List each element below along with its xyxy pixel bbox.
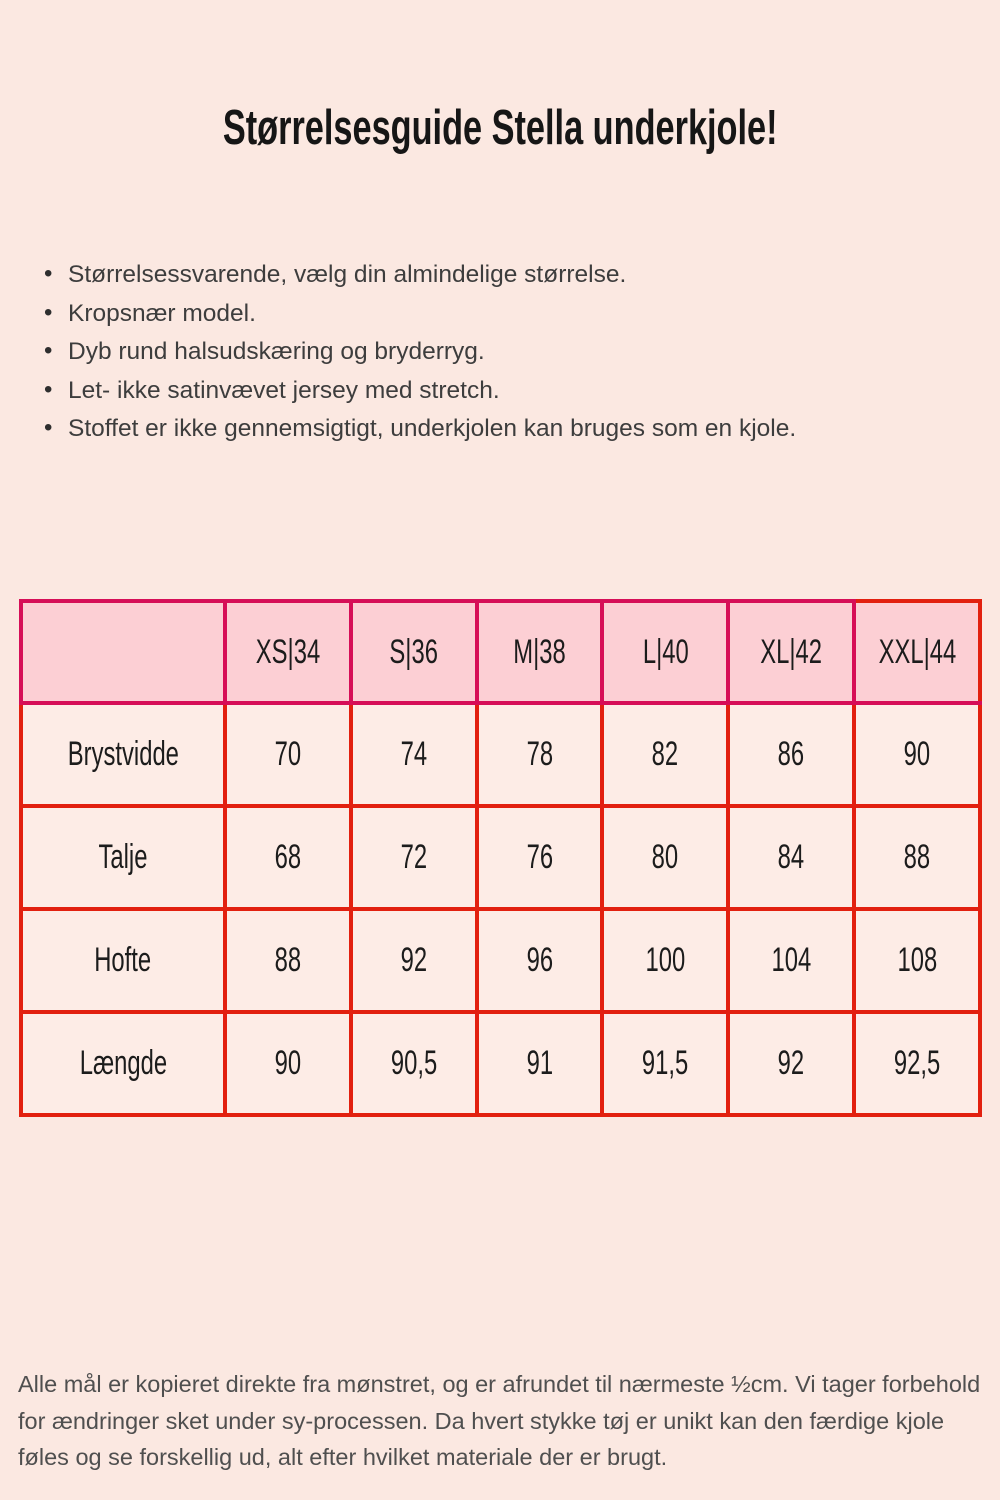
table-cell: 100 [602, 909, 728, 1012]
table-row-hofte [21, 909, 980, 1012]
column-header-xxl: XXL|44 [854, 601, 980, 703]
bullet-icon: • [44, 298, 53, 326]
page-title: Størrelsesguide Stella underkjole! [222, 101, 778, 155]
table-cell: 104 [728, 909, 854, 1012]
table-cell: 78 [477, 703, 603, 806]
table-row-brystvidde [21, 703, 980, 806]
list-item-text: Kropsnær model. [68, 299, 256, 327]
column-header-s: S|36 [351, 601, 477, 703]
column-header-m: M|38 [477, 601, 603, 703]
table-cell: 86 [728, 703, 854, 806]
table-cell: 96 [477, 909, 603, 1012]
table-cell: 76 [477, 806, 603, 909]
size-table [19, 599, 982, 1117]
table-cell: 91,5 [602, 1012, 728, 1115]
list-item [44, 295, 974, 334]
column-header-xs: XS|34 [225, 601, 351, 703]
list-item-text: Stoffet er ikke gennemsigtigt, underkjolen kan bruges som en kjole. [68, 415, 797, 443]
list-item [44, 256, 974, 295]
table-cell: 80 [602, 806, 728, 909]
list-item [44, 410, 974, 449]
size-table-body [21, 703, 980, 1115]
feature-list [44, 256, 974, 449]
table-corner-cell [21, 601, 225, 703]
table-cell: 90 [225, 1012, 351, 1115]
table-cell: 92,5 [854, 1012, 980, 1115]
bullet-icon: • [44, 414, 53, 442]
table-cell: 74 [351, 703, 477, 806]
table-row-laengde [21, 1012, 980, 1115]
table-cell: 92 [351, 909, 477, 1012]
table-cell: 82 [602, 703, 728, 806]
table-cell: 68 [225, 806, 351, 909]
list-item [44, 372, 974, 411]
header-row [21, 601, 980, 703]
row-label: Hofte [21, 909, 225, 1012]
list-item [44, 333, 974, 372]
table-cell: 84 [728, 806, 854, 909]
footer-note: Alle mål er kopieret direkte fra mønstret, og er afrundet til nærmeste ½cm. Vi tager forbehold for ændringer sket under sy-processen. Da hvert stykke tøj er unikt kan den færdige kjole føles og se forskellig ud, alt efter hvilket materiale der er brugt. [18, 1371, 981, 1470]
table-cell: 90 [854, 703, 980, 806]
column-header-xl: XL|42 [728, 601, 854, 703]
table-cell: 108 [854, 909, 980, 1012]
row-label: Brystvidde [21, 703, 225, 806]
table-cell: 70 [225, 703, 351, 806]
table-cell: 91 [477, 1012, 603, 1115]
bullet-icon: • [44, 375, 53, 403]
table-cell: 88 [225, 909, 351, 1012]
column-header-l: L|40 [602, 601, 728, 703]
table-cell: 90,5 [351, 1012, 477, 1115]
bullet-icon: • [44, 260, 53, 287]
list-item-text: Let- ikke satinvævet jersey med stretch. [68, 376, 500, 404]
row-label: Længde [21, 1012, 225, 1115]
list-item-text: Størrelsessvarende, vælg din almindelige størrelse. [68, 261, 627, 288]
table-cell: 92 [728, 1012, 854, 1115]
bullet-icon: • [44, 337, 53, 365]
table-cell: 88 [854, 806, 980, 909]
list-item-text: Dyb rund halsudskæring og bryderryg. [68, 338, 485, 366]
table-row-talje [21, 806, 980, 909]
row-label: Talje [21, 806, 225, 909]
table-cell: 72 [351, 806, 477, 909]
size-table-header [21, 601, 980, 703]
